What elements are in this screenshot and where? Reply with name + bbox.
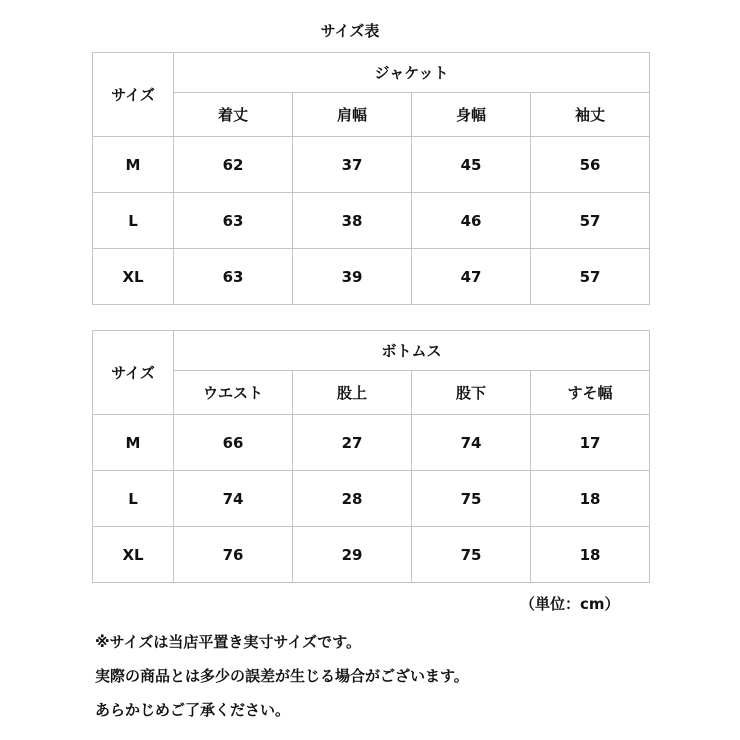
- size-label: XL: [93, 249, 174, 305]
- column-header: 股上: [293, 371, 412, 415]
- table-row: [93, 415, 650, 471]
- bottoms-size-table: [92, 330, 650, 583]
- table-cell: 57: [531, 193, 650, 249]
- column-header: 袖丈: [531, 93, 650, 137]
- size-label: L: [93, 193, 174, 249]
- column-header: 身幅: [412, 93, 531, 137]
- notes: [95, 625, 469, 727]
- size-label: M: [93, 137, 174, 193]
- column-header-row: [93, 371, 650, 415]
- size-header: サイズ: [93, 53, 174, 137]
- size-label: XL: [93, 527, 174, 583]
- table-cell: 27: [293, 415, 412, 471]
- table-cell: 29: [293, 527, 412, 583]
- table-cell: 56: [531, 137, 650, 193]
- table-cell: 66: [174, 415, 293, 471]
- table-row: [93, 471, 650, 527]
- table-row: [93, 193, 650, 249]
- table-cell: 75: [412, 527, 531, 583]
- jacket-size-table: [92, 52, 650, 305]
- column-header: すそ幅: [531, 371, 650, 415]
- table-cell: 17: [531, 415, 650, 471]
- table-row: [93, 137, 650, 193]
- group-header: ジャケット: [174, 53, 650, 93]
- table-row: [93, 249, 650, 305]
- table-cell: 28: [293, 471, 412, 527]
- column-header: 股下: [412, 371, 531, 415]
- size-label: L: [93, 471, 174, 527]
- column-header: ウエスト: [174, 371, 293, 415]
- note-line: あらかじめご了承ください。: [95, 701, 291, 719]
- group-header: ボトムス: [174, 331, 650, 371]
- column-header-row: [93, 93, 650, 137]
- table-header-row: [93, 331, 650, 371]
- size-header: サイズ: [93, 331, 174, 415]
- size-label: M: [93, 415, 174, 471]
- table-cell: 75: [412, 471, 531, 527]
- table-cell: 39: [293, 249, 412, 305]
- table-cell: 38: [293, 193, 412, 249]
- table-cell: 63: [174, 249, 293, 305]
- table-cell: 47: [412, 249, 531, 305]
- note-line: ※サイズは当店平置き実寸サイズです。: [95, 633, 361, 651]
- table-cell: 46: [412, 193, 531, 249]
- table-cell: 74: [412, 415, 531, 471]
- column-header: 着丈: [174, 93, 293, 137]
- table-cell: 18: [531, 527, 650, 583]
- table-cell: 76: [174, 527, 293, 583]
- table-cell: 45: [412, 137, 531, 193]
- unit-label: （単位：cm）: [520, 595, 620, 613]
- table-cell: 37: [293, 137, 412, 193]
- column-header: 肩幅: [293, 93, 412, 137]
- note-line: 実際の商品とは多少の誤差が生じる場合がございます。: [95, 667, 469, 685]
- table-header-row: [93, 53, 650, 93]
- table-cell: 18: [531, 471, 650, 527]
- table-cell: 57: [531, 249, 650, 305]
- table-row: [93, 527, 650, 583]
- table-cell: 62: [174, 137, 293, 193]
- table-cell: 63: [174, 193, 293, 249]
- page-title: サイズ表: [320, 22, 380, 40]
- table-cell: 74: [174, 471, 293, 527]
